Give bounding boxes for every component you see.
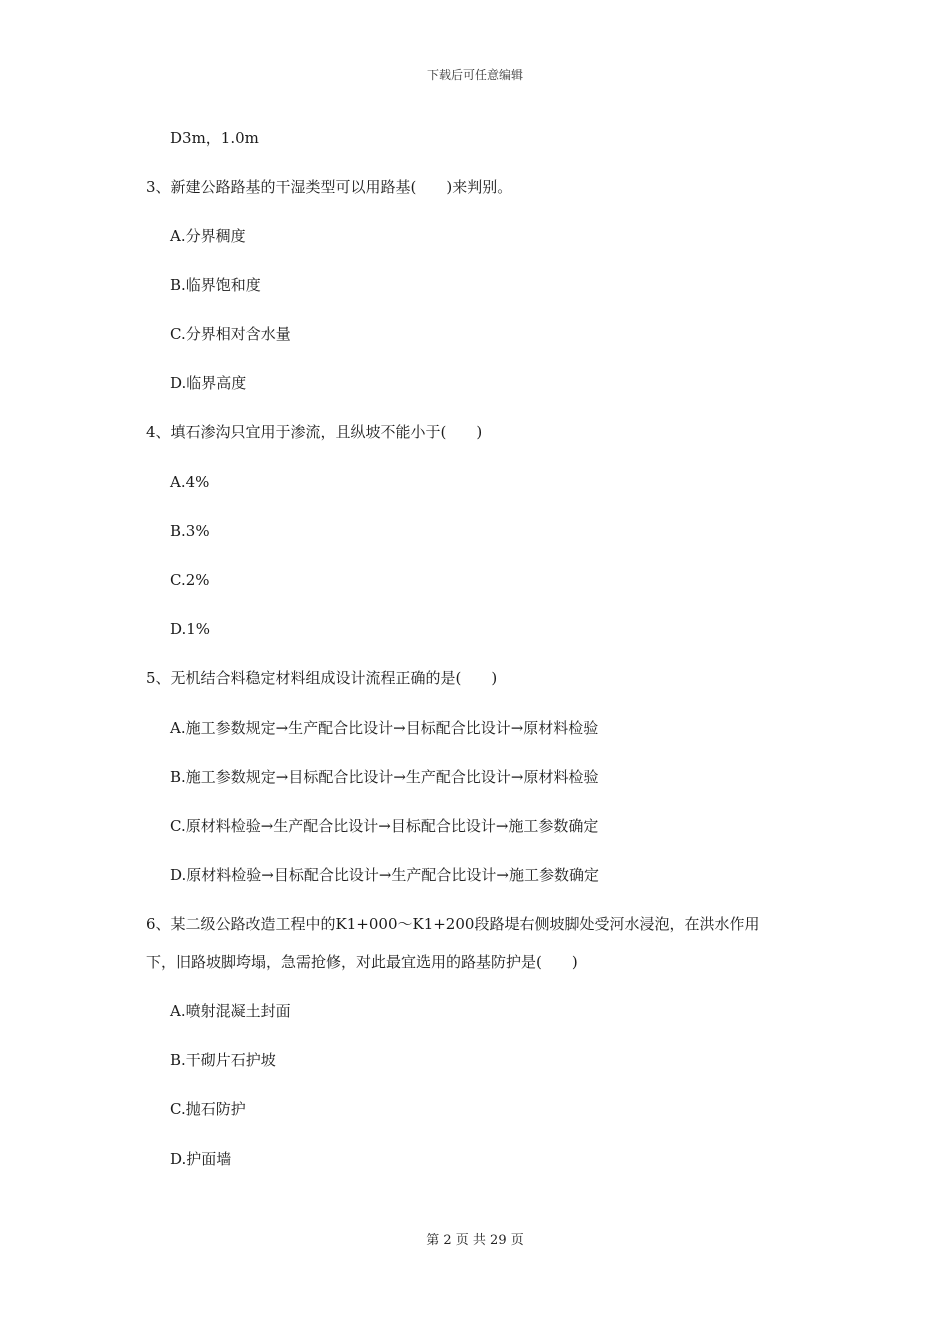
- question-6-option-b: B.干砌片石护坡: [170, 1051, 276, 1069]
- question-6-stem-continued: 下，旧路坡脚垮塌，急需抢修，对此最宜选用的路基防护是( ): [146, 953, 578, 971]
- question-4-option-b: B.3%: [170, 522, 210, 540]
- question-4-option-c: C.2%: [170, 571, 210, 589]
- question-6-option-c: C.抛石防护: [170, 1100, 246, 1118]
- question-3-stem: 3、新建公路路基的干湿类型可以用路基( )来判别。: [146, 178, 513, 196]
- question-3-option-d: D.临界高度: [170, 374, 247, 392]
- question-5-option-b: B.施工参数规定→目标配合比设计→生产配合比设计→原材料检验: [170, 768, 599, 786]
- question-3-option-c: C.分界相对含水量: [170, 325, 291, 343]
- question-4-stem: 4、填石渗沟只宜用于渗流，且纵坡不能小于( ): [146, 423, 483, 441]
- question-5-stem: 5、无机结合料稳定材料组成设计流程正确的是( ): [146, 669, 498, 687]
- question-6-stem: 6、某二级公路改造工程中的K1+000～K1+200段路堤右侧坡脚处受河水浸泡，在洪水作用: [146, 915, 760, 933]
- question-6-option-a: A.喷射混凝土封面: [170, 1002, 291, 1020]
- page-header: 下载后可任意编辑: [426, 68, 523, 82]
- question-3-option-a: A.分界稠度: [170, 227, 246, 245]
- question-5-option-d: D.原材料检验→目标配合比设计→生产配合比设计→施工参数确定: [170, 866, 599, 884]
- question-5-option-a: A.施工参数规定→生产配合比设计→目标配合比设计→原材料检验: [170, 719, 599, 737]
- question-6-option-d: D.护面墙: [170, 1150, 232, 1168]
- question-4-option-d: D.1%: [170, 620, 211, 638]
- question-5-option-c: C.原材料检验→生产配合比设计→目标配合比设计→施工参数确定: [170, 817, 599, 835]
- question-3-option-b: B.临界饱和度: [170, 276, 261, 294]
- page-footer: 第 2 页 共 29 页: [426, 1233, 524, 1248]
- question-4-option-a: A.4%: [170, 473, 210, 491]
- option-d-previous: D3m，1.0m: [170, 129, 259, 147]
